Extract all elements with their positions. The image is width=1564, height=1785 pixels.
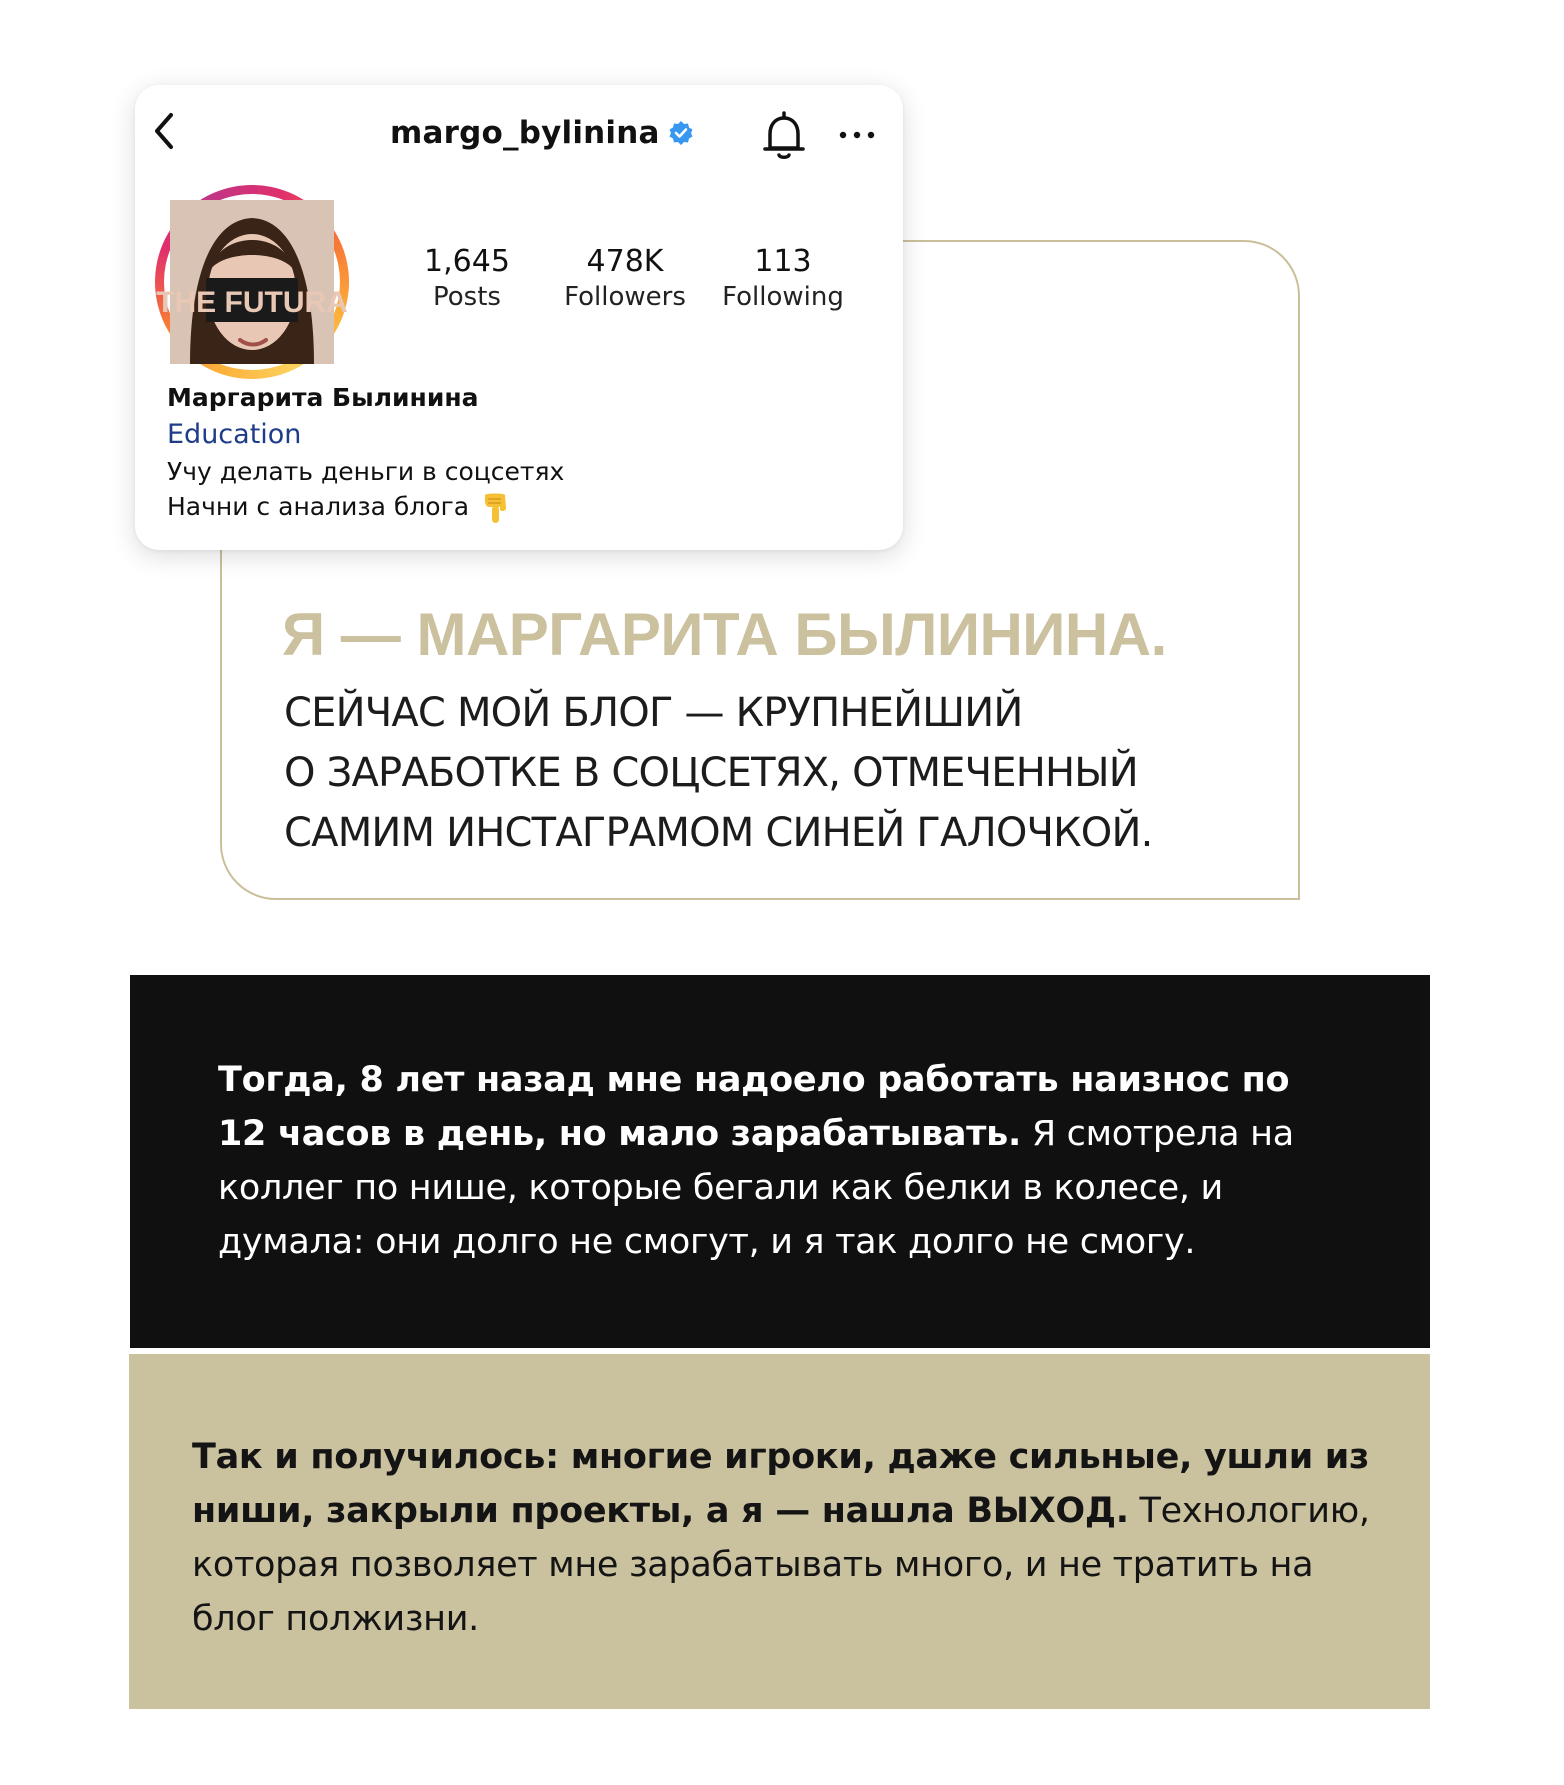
stat-followers[interactable] [550, 245, 700, 315]
display-name: Маргарита Былинина [167, 383, 479, 412]
story-beige-bold: Так и получилось: многие игроки, даже сильные, ушли из ниши, закрыли проекты, а я — нашла ВЫХОД. [192, 1437, 1370, 1531]
story-beige-section [129, 1354, 1430, 1709]
stat-following[interactable] [708, 245, 858, 315]
intro-headline: Я — МАРГАРИТА БЫЛИНИНА. [282, 601, 1167, 668]
pointing-down-icon [481, 491, 509, 525]
story-dark-paragraph [218, 1053, 1348, 1269]
avatar-text: THE FUTURA [156, 286, 348, 319]
username: margo_bylinina [390, 115, 660, 151]
story-dark-section [130, 975, 1430, 1348]
stat-posts[interactable] [392, 245, 542, 315]
notification-bell-icon[interactable] [760, 110, 808, 162]
bio-line: Учу делать деньги в соцсетях [167, 457, 565, 486]
story-beige-paragraph [192, 1430, 1372, 1646]
stat-value: 1,645 [424, 244, 510, 279]
bio-line-with-emoji [167, 491, 509, 525]
intro-line: СЕЙЧАС МОЙ БЛОГ — КРУПНЕЙШИЙ [284, 690, 1023, 736]
intro-line: О ЗАРАБОТКЕ В СОЦСЕТЯХ, ОТМЕЧЕННЫЙ [284, 750, 1138, 796]
instagram-profile-card [135, 85, 903, 550]
stat-value: 113 [754, 244, 812, 279]
stat-label: Following [722, 282, 844, 312]
bio-line-text: Начни с анализа блога [167, 492, 470, 521]
more-options-icon[interactable] [837, 125, 877, 145]
stat-label: Followers [564, 282, 686, 312]
back-arrow-icon[interactable] [147, 109, 181, 153]
stat-value: 478K [586, 244, 664, 279]
verified-badge-icon [668, 120, 694, 146]
story-dark-bold: Тогда, 8 лет назад мне надоело работать наизнос по 12 часов в день, но мало зарабатывать. [218, 1060, 1290, 1154]
avatar[interactable] [156, 200, 348, 364]
story-beige-regular: Технологию, которая позволяет мне зарабатывать много, и не тратить на блог полжизни. [192, 1491, 1370, 1639]
intro-line: САМИМ ИНСТАГРАМОМ СИНЕЙ ГАЛОЧКОЙ. [284, 810, 1153, 856]
stat-label: Posts [433, 282, 501, 312]
story-ring[interactable] [155, 185, 349, 379]
profile-header [390, 115, 694, 151]
story-dark-regular: Я смотрела на коллег по нише, которые бегали как белки в колесе, и думала: они долго не смогут, и я так долго не смогу. [218, 1114, 1294, 1262]
profile-category[interactable]: Education [167, 419, 302, 450]
